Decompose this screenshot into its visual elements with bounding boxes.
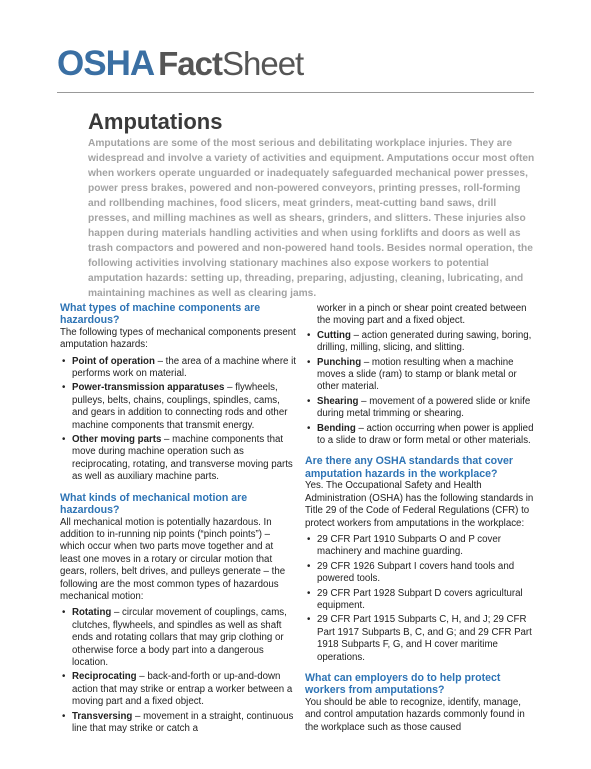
list-item: • Transversing – movement in a straight, continuous line that may strike or catch a — [60, 711, 296, 736]
list-item: • 29 CFR 1926 Subpart I covers hand tools and powered tools. — [305, 561, 537, 586]
section-text-standards: Yes. The Occupational Safety and Health Administration (OSHA) has the following standards in Title 29 of the Code of Federal Regulations (CFR) to protect workers from amputations in the workplace: — [305, 480, 534, 529]
list-item: • Shearing – movement of a powered slide or knife during metal trimming or shearing. — [305, 396, 537, 421]
list-item: • Bending – action occurring when power is applied to a slide to draw or form metal or other materials. — [305, 423, 537, 448]
motion-list-continued — [305, 330, 537, 448]
list-item: • Point of operation – the area of a machine where it performs work on material. — [60, 356, 296, 381]
list-item: • Reciprocating – back-and-forth or up-and-down action that may strike or entrap a worker between a moving part and a fixed object. — [60, 671, 296, 708]
header-divider — [57, 92, 534, 93]
list-item: • 29 CFR Part 1910 Subparts O and P cover machinery and machine guarding. — [305, 534, 537, 559]
logo-osha-text: OSHA — [57, 44, 155, 83]
section-heading-standards: Are there any OSHA standards that cover amputation hazards in the workplace? — [305, 455, 514, 480]
motion-list — [60, 607, 296, 735]
section-heading-components: What types of machine components are hazardous? — [60, 302, 261, 327]
list-item: • Punching – motion resulting when a machine moves a slide (ram) to stamp or blank metal or other material. — [305, 357, 537, 394]
section-text-components: The following types of mechanical components present amputation hazards: — [60, 326, 296, 351]
list-item: • Other moving parts – machine components that move during machine operation such as reciprocating, rotating, and transverse moving parts as well as auxiliary machine parts. — [60, 434, 296, 484]
list-item: • Rotating – circular movement of couplings, cams, clutches, flywheels, and spindles as well as shaft ends and rotating collars that may grip clothing or otherwise force a body part into a dangerous location. — [60, 607, 296, 669]
list-item: • Cutting – action generated during sawing, boring, drilling, milling, slicing, and slitting. — [305, 330, 537, 355]
section-heading-employers: What can employers do to help protect workers from amputations? — [305, 671, 501, 697]
section-heading-motion: What kinds of mechanical motion are hazardous? — [60, 491, 248, 517]
page-title: Amputations — [88, 109, 223, 134]
section-text-employers: You should be able to recognize, identify, manage, and control amputation hazards commonly found in the workplace such as those caused — [305, 696, 525, 733]
intro-paragraph: Amputations are some of the most serious and debilitating workplace injuries. They are widespread and involve a variety of activities and equipment. Amputations occur most often when workers operate unguarded or inadequately safeguarded mechanical power presses, power press brakes, powered and non-powered conveyors, printing presses, roll-forming and rollbending machines, food slicers, meat grinders, meat-cutting band saws, drill presses, and milling machines as well as shears, grinders, and slitters. These injuries also happen during materials handling activities and when using forklifts and doors as well as trash compactors and powered and non-powered hand tools. Besides normal operation, the following activities involving stationary machines also expose workers to potential amputation hazards: setting up, threading, preparing, adjusting, cleaning, lubricating, and maintaining machines as well as clearing jams. — [88, 138, 535, 299]
logo-fact-text: Fact — [158, 45, 222, 82]
left-column — [60, 302, 296, 737]
list-item: • 29 CFR Part 1928 Subpart D covers agricultural equipment. — [305, 588, 537, 613]
header — [57, 44, 303, 84]
logo-sheet-text: Sheet — [221, 45, 304, 82]
list-item: • 29 CFR Part 1915 Subparts C, H, and J; 29 CFR Part 1917 Subparts B, C, and G; and 29 CFR Part 1918 Subparts F, G, and H cover maritime operations. — [305, 614, 537, 664]
list-item: • Power-transmission apparatuses – flywheels, pulleys, belts, chains, couplings, spindles, cams, and gears in addition to connecting rods and other machine components that transmit energy. — [60, 382, 296, 432]
continued-text: worker in a pinch or shear point created between the moving part and a fixed object. — [317, 303, 527, 327]
right-column — [305, 303, 537, 734]
osha-fact-sheet-logo — [57, 44, 303, 84]
standards-list — [305, 534, 537, 664]
section-text-motion: All mechanical motion is potentially hazardous. In addition to in-running nip points (“pinch points”) – which occur when two parts move together and at least one moves in a rotary or circular motion that gears, rollers, belt drives, and pulleys generate – the following are the most common types of hazardous mechanical motion: — [60, 516, 286, 602]
components-list — [60, 356, 296, 484]
